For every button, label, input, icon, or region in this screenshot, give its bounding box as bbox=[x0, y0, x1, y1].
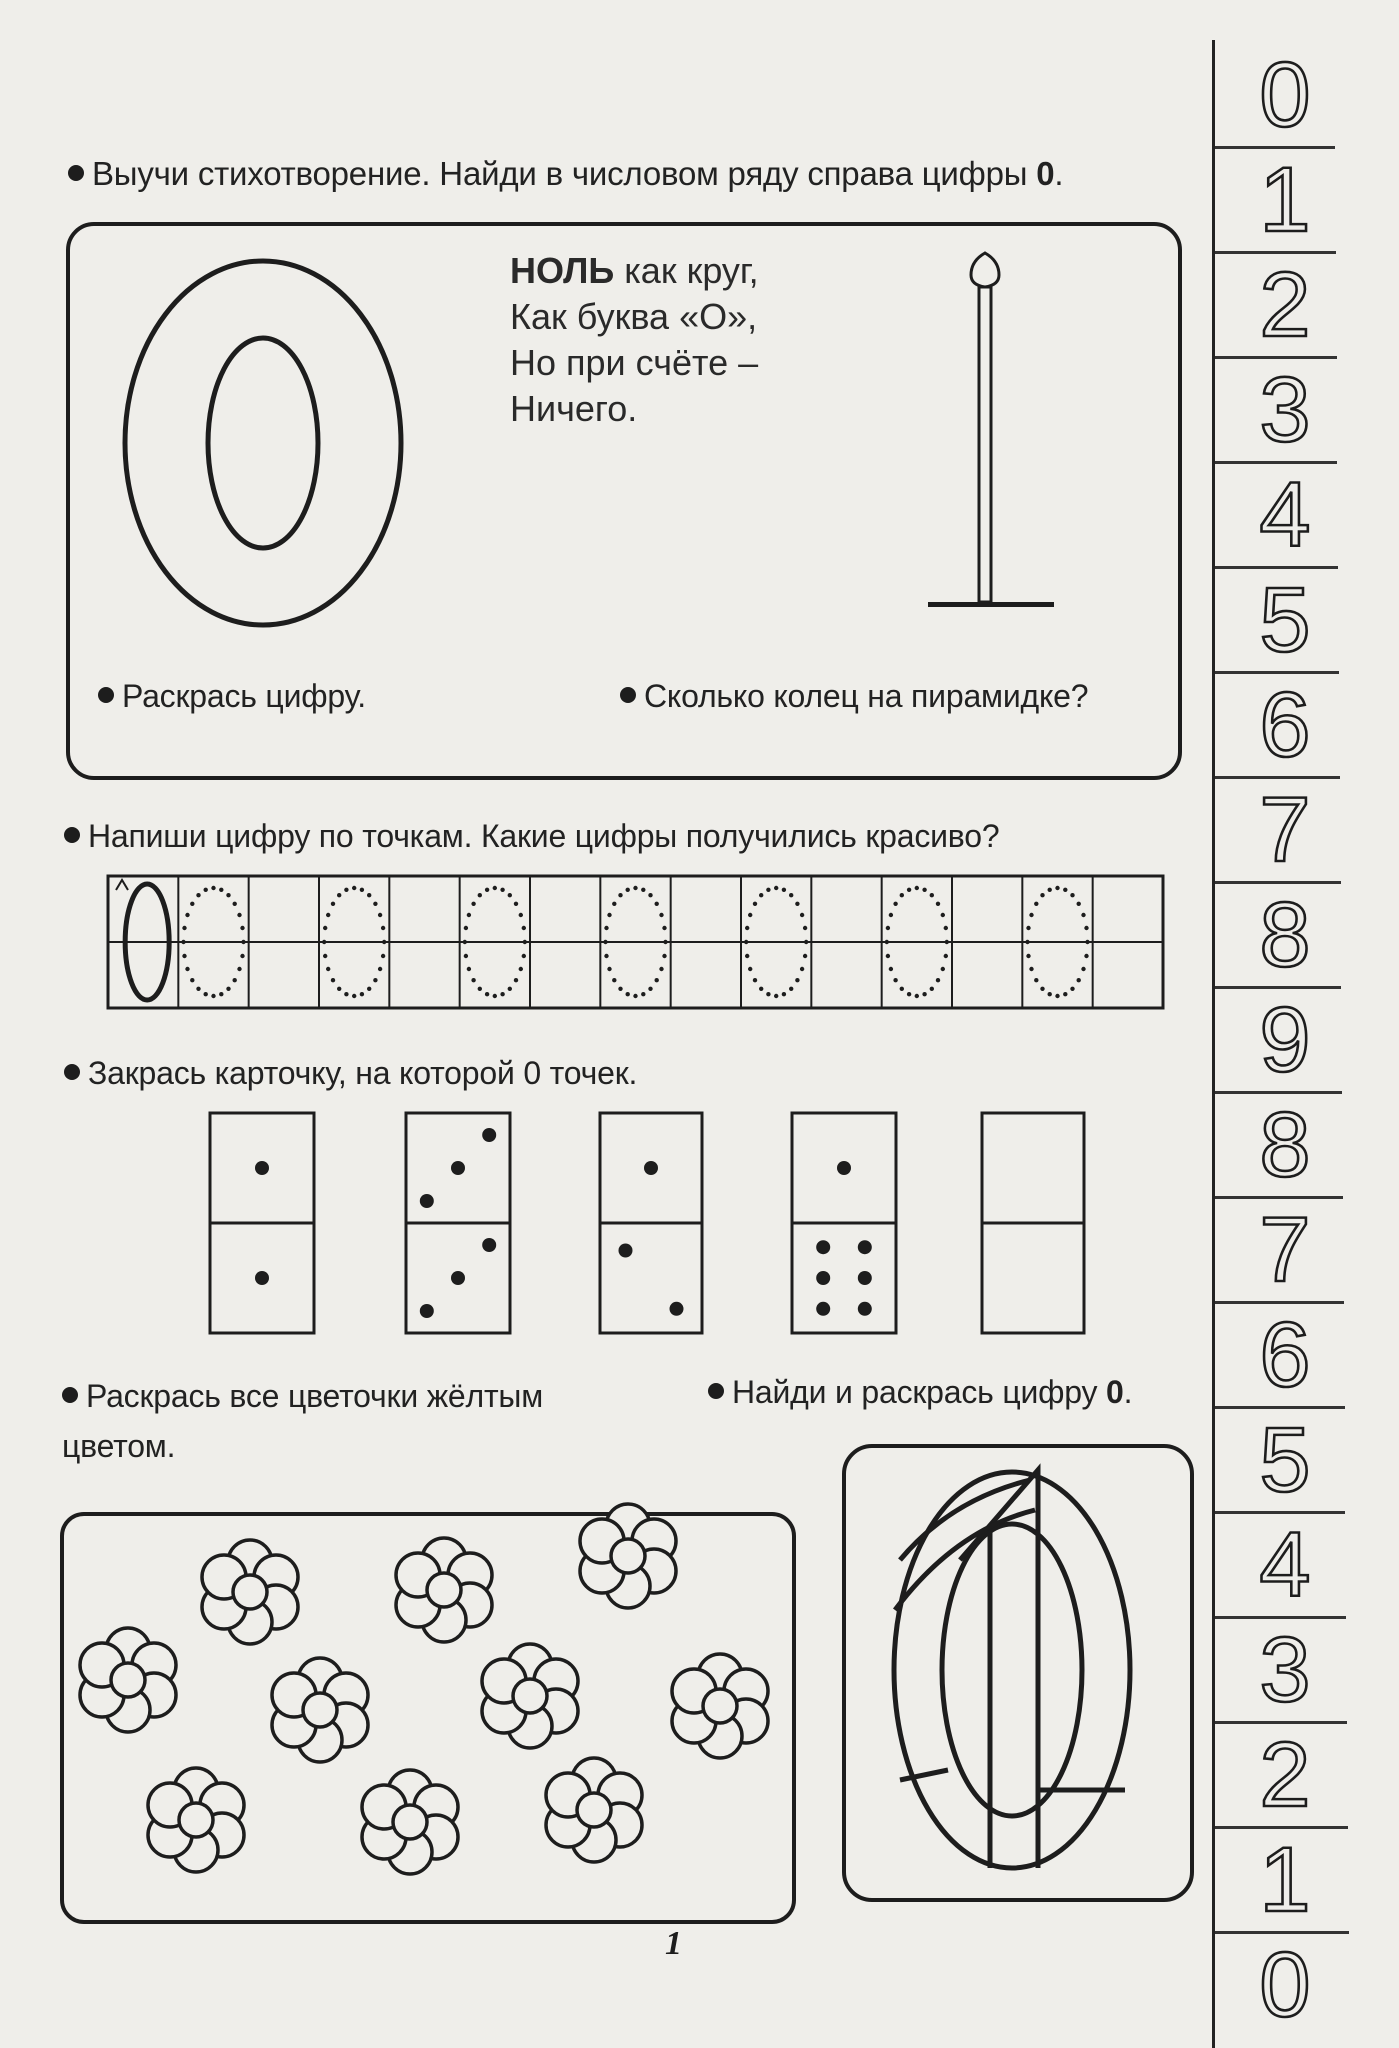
number-strip-digit[interactable]: 2 bbox=[1259, 254, 1311, 356]
number-strip-digit[interactable]: 1 bbox=[1259, 1829, 1311, 1931]
number-strip-digit[interactable]: 7 bbox=[1259, 1199, 1311, 1301]
number-strip-digit[interactable]: 8 bbox=[1259, 1094, 1311, 1196]
instruction-bold-digit: 0 bbox=[1036, 155, 1055, 192]
number-strip-digit[interactable]: 5 bbox=[1259, 569, 1311, 671]
number-strip-digit[interactable]: 4 bbox=[1259, 464, 1311, 566]
number-strip-digit[interactable]: 0 bbox=[1259, 1934, 1311, 2036]
instruction-text: Закрась карточку, на которой 0 точек. bbox=[88, 1055, 638, 1091]
number-strip-digit[interactable]: 2 bbox=[1259, 1724, 1311, 1826]
number-strip-digit[interactable]: 3 bbox=[1259, 1619, 1311, 1721]
poem-bold-word: НОЛЬ bbox=[510, 250, 615, 291]
number-strip-digit[interactable]: 8 bbox=[1259, 884, 1311, 986]
instruction-text: Напиши цифру по точкам. Какие цифры получились красиво? bbox=[88, 818, 1000, 854]
instruction-text: Выучи стихотворение. Найди в числовом ряду справа цифры bbox=[92, 155, 1037, 192]
number-strip-digit[interactable]: 4 bbox=[1259, 1514, 1311, 1616]
poem-line-2: Как буква «О», bbox=[510, 296, 758, 337]
number-strip-digit[interactable]: 5 bbox=[1259, 1409, 1311, 1511]
number-strip-digit[interactable]: 6 bbox=[1259, 674, 1311, 776]
instruction-end: . bbox=[1123, 1374, 1133, 1410]
instruction-text-line-1: Раскрась все цветочки жёлтым bbox=[86, 1378, 544, 1414]
number-strip-digit[interactable]: 1 bbox=[1259, 149, 1311, 251]
number-strip-digit[interactable]: 6 bbox=[1259, 1304, 1311, 1406]
number-strip-digit[interactable]: 9 bbox=[1259, 989, 1311, 1091]
poem-line-4: Ничего. bbox=[510, 388, 638, 429]
poem-line-1-rest: как круг, bbox=[614, 250, 759, 291]
instruction-end: . bbox=[1054, 155, 1064, 192]
number-strip-digit[interactable]: 7 bbox=[1259, 779, 1311, 881]
number-strip-digit[interactable]: 0 bbox=[1259, 44, 1311, 146]
instruction-text: Раскрась цифру. bbox=[122, 678, 366, 714]
instruction-text: Найди и раскрась цифру bbox=[732, 1374, 1106, 1410]
instruction-text: Сколько колец на пирамидке? bbox=[644, 678, 1089, 714]
instruction-flowers-line-2: цветом. bbox=[62, 1428, 176, 1464]
instruction-bold-digit: 0 bbox=[1106, 1374, 1124, 1410]
number-strip-line bbox=[1212, 40, 1215, 2048]
number-strip-digit[interactable]: 3 bbox=[1259, 359, 1311, 461]
page-number: 1 bbox=[665, 1925, 682, 1962]
poem-line-3: Но при счёте – bbox=[510, 342, 759, 383]
